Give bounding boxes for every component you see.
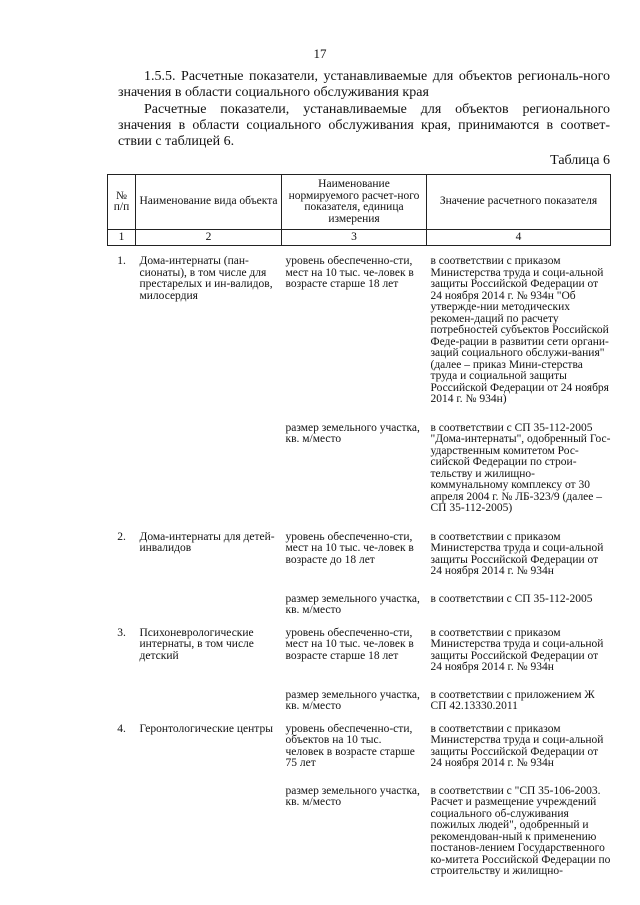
indicator-name: размер земельного участка, кв. м/место: [285, 421, 420, 445]
header-value: Значение расчетного показателя: [427, 175, 611, 230]
indicator-name: уровень обеспеченно-сти, объектов на 10 тыс. человек в возрасте старше 75 лет: [285, 722, 415, 769]
table-header-row: [108, 175, 611, 230]
header-object: Наименование вида объекта: [136, 175, 282, 230]
object-name: Дома-интернаты для детей-инвалидов: [139, 530, 275, 554]
header-indicator: Наименование нормируемого расчет-ного показателя, единица измерения: [282, 175, 427, 230]
column-number-row: [108, 230, 611, 246]
indicator-name: уровень обеспеченно-сти, мест на 10 тыс. че-ловек в возрасте старше 18 лет: [285, 255, 414, 290]
indicator-value: в соответствии с приказом Министерства труда и соци-альной защиты Российской Федерации от 24 ноября 2014 г. № 934н: [430, 626, 604, 673]
table-6: [107, 174, 610, 880]
section-heading: 1.5.5. Расчетные показатели, устанавливаемые для объектов региональ-ного значения в области социального обслуживания края: [118, 69, 610, 100]
column-number: 4: [427, 230, 611, 246]
indicator-value: в соответствии с "СП 35-106-2003. Расчет и размещение учреждений социального об-служивания пожилых людей", одобренный и рекомендован-ный к применению постанов-лением Государственного ко-митета Российской Федерации по строительству и жилищно-: [430, 784, 611, 877]
indicator-name: размер земельного участка, кв. м/место: [285, 784, 420, 808]
indicator-value: в соответствии с приказом Министерства труда и соци-альной защиты Российской Федерации от 24 ноября 2014 г. № 934н: [430, 530, 604, 577]
column-number: 3: [282, 230, 427, 246]
row-number: 3.: [117, 626, 126, 639]
object-name: Дома-интернаты (пан-сионаты), в том числе для престарелых и ин-валидов, милосердия: [139, 255, 273, 302]
object-name: Геронтологические центры: [139, 722, 273, 735]
table-row: [108, 619, 611, 676]
table-row: [108, 715, 611, 772]
row-number: 2.: [117, 530, 126, 543]
header-num: № п/п: [108, 175, 136, 230]
indicator-value: в соответствии с СП 35-112-2005 "Дома-интернаты", одобренный Гос-ударственным комитетом Рос-сийской Федерации по строи-тельству и жилищно-коммунальному комплексу от 30 апреля 2004 г. № ЛБ-323/9 (далее – СП 35-112-2005): [430, 421, 611, 514]
indicator-value: в соответствии с приказом Министерства труда и соци-альной защиты Российской Федерации от 24 ноября 2014 г. № 934н: [430, 722, 604, 769]
indicator-name: размер земельного участка, кв. м/место: [285, 688, 420, 712]
row-number: 1.: [117, 255, 126, 267]
section-text: Расчетные показатели, устанавливаемые для объектов регионального значения в области социального обслуживания края, принимаются в соответ-ствии с таблицей 6.: [118, 102, 610, 149]
object-name: Психоневрологические интернаты, в том числе детский: [139, 626, 254, 662]
indicator-value: в соответствии с СП 35-112-2005: [430, 592, 593, 605]
indicator-name: уровень обеспеченно-сти, мест на 10 тыс. че-ловек в возрасте старше 18 лет: [285, 626, 414, 662]
indicator-name: уровень обеспеченно-сти, мест на 10 тыс. че-ловек в возрасте до 18 лет: [285, 530, 414, 566]
indicator-name: размер земельного участка, кв. м/место: [285, 592, 420, 616]
table-row: [108, 517, 611, 580]
indicator-value: в соответствии с приложением Ж СП 42.13330.2011: [430, 688, 595, 712]
page-number: 17: [313, 46, 327, 61]
section-heading-block: [118, 69, 610, 101]
indicator-value: в соответствии с приказом Министерства труда и соци-альной защиты Российской Федерации от 24 ноября 2014 г. № 934н "Об утвержде-нии методических рекомен-даций по расчету потребностей субъектов Российской Феде-рации в развитии сети органи-заций социального обслужи-вания" (далее – приказ Мини-стерства труда и социальной защиты Российской Федерации от 24 ноября 2014 г. № 934н): [430, 255, 609, 405]
indicators-table: [107, 174, 611, 880]
table-row: [108, 246, 611, 408]
table-label: Таблица 6: [550, 153, 610, 168]
row-number: 4.: [117, 722, 126, 735]
column-number: 1: [108, 230, 136, 246]
column-number: 2: [136, 230, 282, 246]
section-text-block: [118, 102, 610, 150]
